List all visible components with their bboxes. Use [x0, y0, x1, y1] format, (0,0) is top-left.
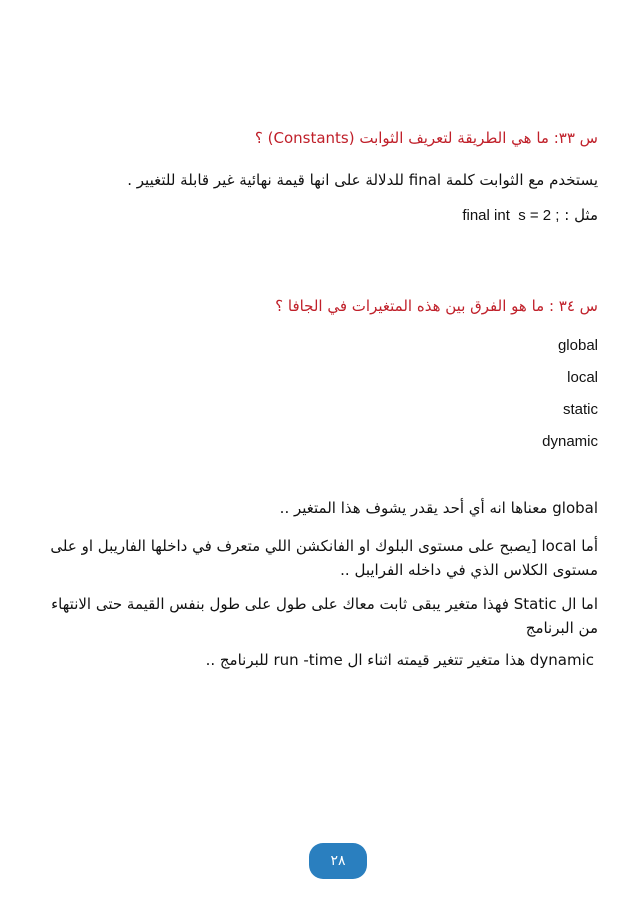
dynamic-description: dynamic هذا متغير تتغير قيمته اثناء ال run -time للبرنامج .. — [205, 651, 594, 669]
question-33-example — [462, 205, 598, 226]
question-33-title: س ٣٣: ما هي الطريقة لتعريف الثوابت (Constants) ؟ — [254, 129, 598, 147]
page-number-badge: ٢٨ — [309, 843, 367, 879]
static-description: اما ال Static فهذا متغير يبقى ثابت معاك على طول على طول بنفس القيمة حتى الانتهاء من البرنامج — [51, 595, 598, 637]
variable-type-dynamic: dynamic — [542, 433, 598, 450]
question-33-body: يستخدم مع الثوابت كلمة final للدلالة على انها قيمة نهائية غير قابلة للتغيير . — [127, 171, 598, 189]
question-34-title: س ٣٤ : ما هو الفرق بين هذه المتغيرات في الجافا ؟ — [275, 297, 598, 315]
variable-type-local: local — [567, 369, 598, 386]
example-code: final int s = 2 ; — [462, 207, 560, 224]
local-description: أما local [يصبح على مستوى البلوك او الفانكشن اللي متعرف في داخلها الفاريبل او على مستوى الكلاس الذي في داخله الفرايبل .. — [50, 537, 598, 579]
variable-type-global: global — [557, 337, 598, 354]
example-label: مثل : — [564, 206, 598, 224]
global-description: global معناها انه أي أحد يقدر يشوف هذا المتغير .. — [279, 499, 598, 517]
variable-type-static: static — [562, 401, 598, 418]
